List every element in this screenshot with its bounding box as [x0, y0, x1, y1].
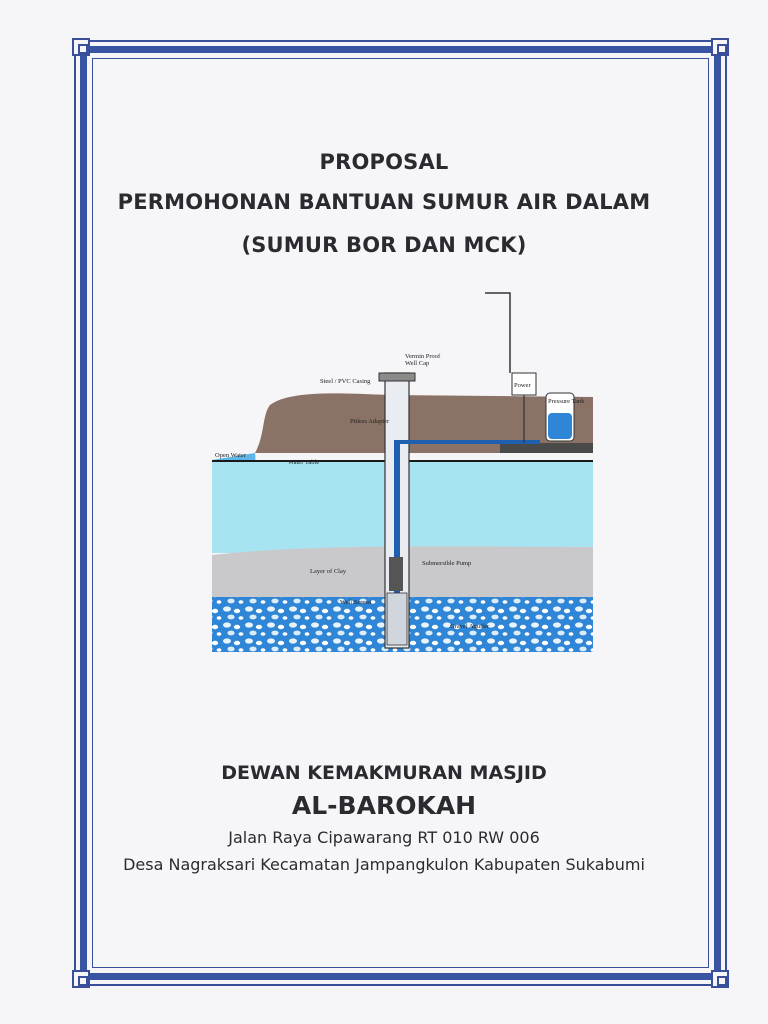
proposal-heading: PROPOSAL [319, 150, 449, 174]
label-water-table: Water Table [288, 459, 320, 466]
well-cap [379, 373, 415, 381]
well-diagram [200, 285, 600, 655]
organization-line: DEWAN KEMAKMURAN MASJID [221, 762, 547, 784]
address-line-2: Desa Nagraksari Kecamatan Jampangkulon Kabupaten Sukabumi [123, 855, 645, 874]
label-casing: Steel / PVC Casing [320, 378, 371, 385]
label-pressure-tank: Pressure Tank [548, 398, 585, 405]
border-corner-ornament [72, 970, 90, 988]
border-corner-ornament [711, 970, 729, 988]
well-screen [387, 593, 407, 645]
border-corner-ornament [711, 38, 729, 56]
submersible-pump [389, 557, 403, 591]
label-pitless: Pitless Adapter [350, 418, 390, 425]
label-screen: Well Screen [340, 599, 372, 606]
label-clay: Layer of Clay [310, 568, 347, 575]
proposal-title: PERMOHONAN BANTUAN SUMUR AIR DALAM [117, 190, 651, 214]
label-pump: Submersible Pump [422, 560, 472, 567]
address-line-1: Jalan Raya Cipawarang RT 010 RW 006 [228, 828, 540, 847]
proposal-subtitle: (SUMUR BOR DAN MCK) [241, 233, 527, 257]
label-power: Power [514, 382, 531, 389]
label-aquifer: Gravel Aquifer [450, 623, 490, 630]
organization-name: AL-BAROKAH [291, 791, 477, 820]
border-corner-ornament [72, 38, 90, 56]
label-open-water: Open Water [215, 452, 246, 459]
label-well-cap: Vermin Proof Well Cap [405, 353, 441, 367]
